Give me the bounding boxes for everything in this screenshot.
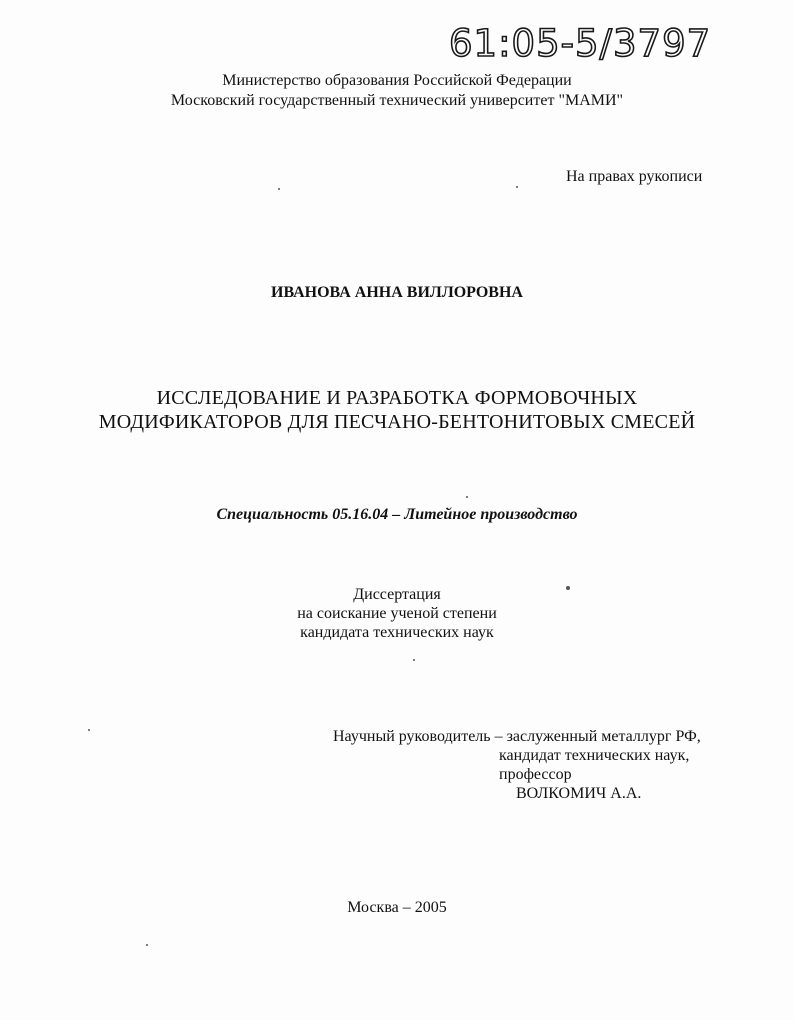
specialty: Специальность 05.16.04 – Литейное производство [216, 506, 578, 523]
supervisor-name: ВОЛКОМИЧ А.А. [516, 785, 642, 802]
scan-speck [466, 496, 468, 498]
rights-note: На правах рукописи [566, 168, 703, 185]
ministry-header [0, 71, 794, 111]
title-line-2: МОДИФИКАТОРОВ ДЛЯ ПЕСЧАНО-БЕНТОНИТОВЫХ СМЕСЕЙ [98, 411, 696, 433]
handwritten-archive-number-graphic [445, 18, 735, 66]
handwritten-archive-number-text: 61:05-5/3797 [449, 22, 712, 65]
ministry-name: Министерство образования Российской Федерации [222, 72, 572, 89]
supervisor-line-3: профессор [499, 766, 572, 783]
scan-speck [88, 729, 90, 731]
university-name: Московский государственный технический университет "МАМИ" [170, 92, 624, 109]
degree-line-3: кандидата технических наук [300, 624, 494, 641]
degree-line-2: на соискание ученой степени [297, 605, 497, 622]
degree-line-1: Диссертация [353, 586, 441, 603]
dissertation-degree [0, 585, 794, 642]
city-year: Москва – 2005 [347, 899, 447, 916]
author-name: ИВАНОВА АННА ВИЛЛОРОВНА [271, 284, 523, 301]
scan-speck [146, 944, 148, 946]
title-line-1: ИССЛЕДОВАНИЕ И РАЗРАБОТКА ФОРМОВОЧНЫХ [156, 387, 638, 409]
supervisor-line-2: кандидат технических наук, [499, 747, 690, 764]
dissertation-title [0, 386, 794, 434]
supervisor-line-1: Научный руководитель – заслуженный металлург РФ, [333, 728, 701, 745]
scan-speck [278, 188, 280, 190]
handwritten-archive-number [445, 18, 735, 66]
scan-speck [516, 186, 518, 188]
supervisor-block [333, 727, 701, 803]
scan-speck [413, 659, 415, 661]
scan-speck [566, 586, 570, 590]
